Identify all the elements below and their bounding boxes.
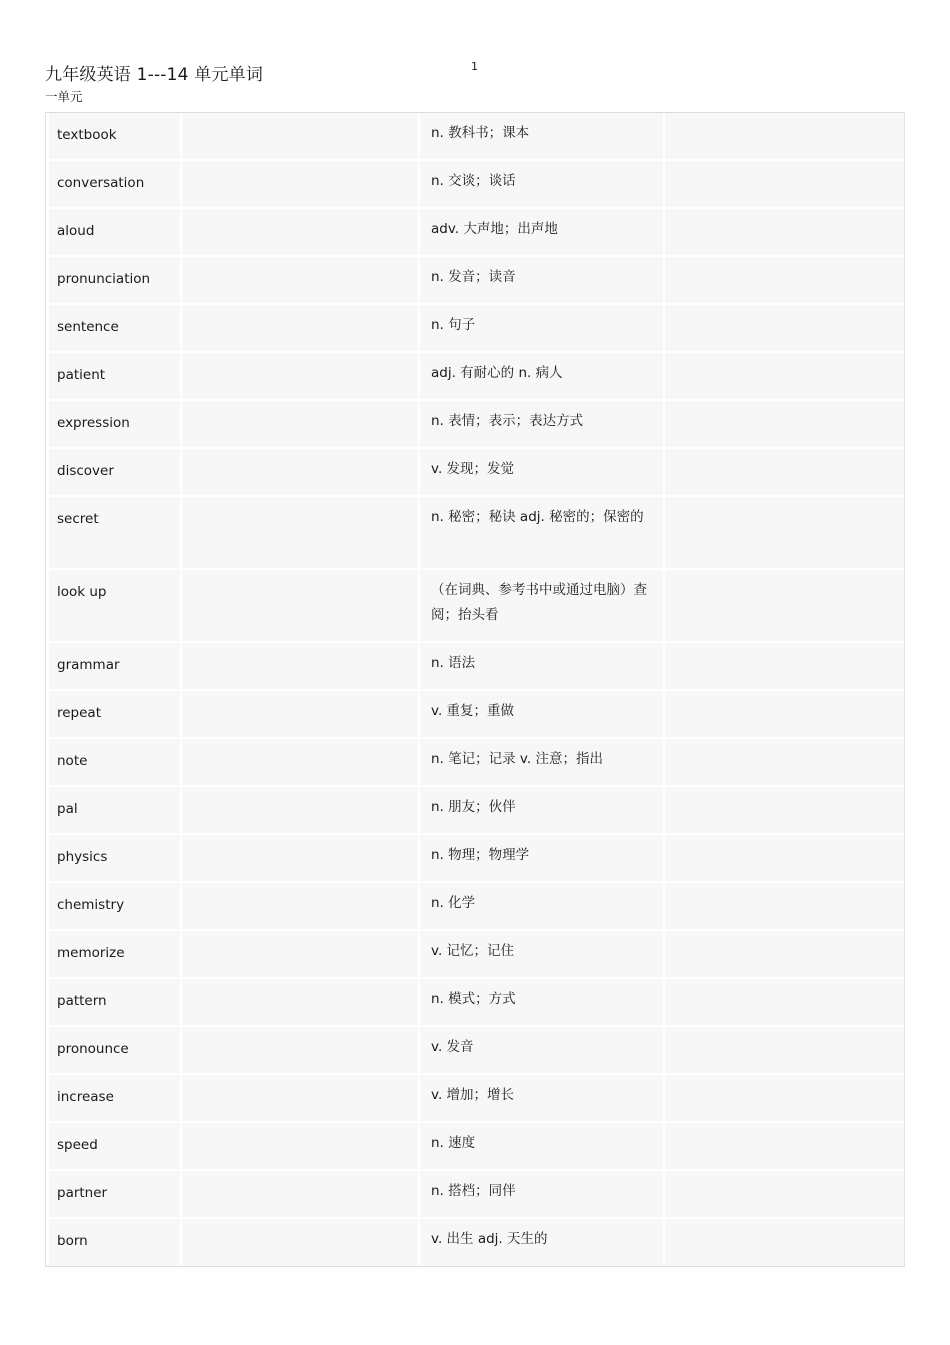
blank-cell xyxy=(663,835,904,881)
table-row xyxy=(46,691,904,739)
meaning-cell: n. 教科书；课本 xyxy=(418,113,663,159)
blank-cell xyxy=(180,691,418,737)
blank-cell xyxy=(180,1123,418,1169)
blank-cell xyxy=(663,209,904,255)
blank-cell xyxy=(180,570,418,641)
blank-cell xyxy=(180,1171,418,1217)
blank-cell xyxy=(663,787,904,833)
blank-cell xyxy=(180,497,418,568)
blank-cell xyxy=(180,1219,418,1266)
meaning-cell: n. 化学 xyxy=(418,883,663,929)
vocabulary-table xyxy=(45,112,905,1267)
blank-cell xyxy=(663,1123,904,1169)
word-cell: speed xyxy=(46,1123,180,1169)
table-row xyxy=(46,497,904,570)
blank-cell xyxy=(180,257,418,303)
blank-cell xyxy=(663,1171,904,1217)
word-cell: note xyxy=(46,739,180,785)
blank-cell xyxy=(180,161,418,207)
meaning-cell: adv. 大声地；出声地 xyxy=(418,209,663,255)
word-cell: secret xyxy=(46,497,180,568)
word-cell: discover xyxy=(46,449,180,495)
meaning-cell: n. 句子 xyxy=(418,305,663,351)
table-row xyxy=(46,835,904,883)
blank-cell xyxy=(180,787,418,833)
blank-cell xyxy=(180,883,418,929)
word-cell: increase xyxy=(46,1075,180,1121)
meaning-cell: adj. 有耐心的 n. 病人 xyxy=(418,353,663,399)
word-cell: pronunciation xyxy=(46,257,180,303)
meaning-cell: v. 记忆；记住 xyxy=(418,931,663,977)
table-row xyxy=(46,1123,904,1171)
blank-cell xyxy=(663,497,904,568)
blank-cell xyxy=(663,449,904,495)
table-row xyxy=(46,1075,904,1123)
blank-cell xyxy=(180,979,418,1025)
meaning-cell: v. 发音 xyxy=(418,1027,663,1073)
blank-cell xyxy=(663,931,904,977)
blank-cell xyxy=(180,931,418,977)
blank-cell xyxy=(180,113,418,159)
meaning-cell: （在词典、参考书中或通过电脑）查阅；抬头看 xyxy=(418,570,663,641)
word-cell: repeat xyxy=(46,691,180,737)
word-cell: born xyxy=(46,1219,180,1266)
meaning-cell: v. 发现；发觉 xyxy=(418,449,663,495)
blank-cell xyxy=(663,570,904,641)
blank-cell xyxy=(180,449,418,495)
table-row xyxy=(46,305,904,353)
blank-cell xyxy=(180,1027,418,1073)
table-row xyxy=(46,739,904,787)
unit-heading: 一单元 xyxy=(45,89,83,104)
meaning-cell: n. 物理；物理学 xyxy=(418,835,663,881)
meaning-cell: n. 速度 xyxy=(418,1123,663,1169)
meaning-cell: n. 表情；表示；表达方式 xyxy=(418,401,663,447)
table-row xyxy=(46,1171,904,1219)
meaning-cell: n. 搭档；同伴 xyxy=(418,1171,663,1217)
blank-cell xyxy=(180,643,418,689)
blank-cell xyxy=(180,353,418,399)
meaning-cell: v. 增加；增长 xyxy=(418,1075,663,1121)
blank-cell xyxy=(663,1027,904,1073)
word-cell: sentence xyxy=(46,305,180,351)
word-cell: chemistry xyxy=(46,883,180,929)
word-cell: pattern xyxy=(46,979,180,1025)
word-cell: textbook xyxy=(46,113,180,159)
word-cell: partner xyxy=(46,1171,180,1217)
meaning-cell: n. 模式；方式 xyxy=(418,979,663,1025)
page-title: 九年级英语 1---14 单元单词 xyxy=(45,65,264,85)
table-row xyxy=(46,113,904,161)
word-cell: look up xyxy=(46,570,180,641)
meaning-cell: n. 语法 xyxy=(418,643,663,689)
table-row xyxy=(46,161,904,209)
meaning-cell: n. 笔记；记录 v. 注意；指出 xyxy=(418,739,663,785)
table-row xyxy=(46,979,904,1027)
page-number: 1 xyxy=(471,60,478,73)
meaning-cell: n. 交谈；谈话 xyxy=(418,161,663,207)
blank-cell xyxy=(663,1219,904,1266)
word-cell: pronounce xyxy=(46,1027,180,1073)
word-cell: expression xyxy=(46,401,180,447)
table-row xyxy=(46,570,904,643)
blank-cell xyxy=(180,835,418,881)
blank-cell xyxy=(180,209,418,255)
word-cell: physics xyxy=(46,835,180,881)
meaning-cell: n. 发音；读音 xyxy=(418,257,663,303)
table-row xyxy=(46,1027,904,1075)
blank-cell xyxy=(180,1075,418,1121)
blank-cell xyxy=(180,305,418,351)
blank-cell xyxy=(663,691,904,737)
table-row xyxy=(46,1219,904,1267)
table-row xyxy=(46,353,904,401)
word-cell: pal xyxy=(46,787,180,833)
meaning-cell: n. 朋友；伙伴 xyxy=(418,787,663,833)
blank-cell xyxy=(663,161,904,207)
blank-cell xyxy=(663,883,904,929)
blank-cell xyxy=(180,739,418,785)
blank-cell xyxy=(663,113,904,159)
table-row xyxy=(46,931,904,979)
table-row xyxy=(46,401,904,449)
blank-cell xyxy=(663,1075,904,1121)
word-cell: conversation xyxy=(46,161,180,207)
table-row xyxy=(46,643,904,691)
word-cell: patient xyxy=(46,353,180,399)
blank-cell xyxy=(663,401,904,447)
blank-cell xyxy=(663,353,904,399)
blank-cell xyxy=(663,979,904,1025)
word-cell: memorize xyxy=(46,931,180,977)
word-cell: aloud xyxy=(46,209,180,255)
blank-cell xyxy=(663,305,904,351)
blank-cell xyxy=(663,257,904,303)
meaning-cell: n. 秘密；秘诀 adj. 秘密的；保密的 xyxy=(418,497,663,568)
word-cell: grammar xyxy=(46,643,180,689)
meaning-cell: v. 出生 adj. 天生的 xyxy=(418,1219,663,1266)
meaning-cell: v. 重复；重做 xyxy=(418,691,663,737)
table-row xyxy=(46,209,904,257)
table-row xyxy=(46,449,904,497)
table-row xyxy=(46,787,904,835)
blank-cell xyxy=(180,401,418,447)
table-row xyxy=(46,883,904,931)
table-row xyxy=(46,257,904,305)
blank-cell xyxy=(663,739,904,785)
blank-cell xyxy=(663,643,904,689)
